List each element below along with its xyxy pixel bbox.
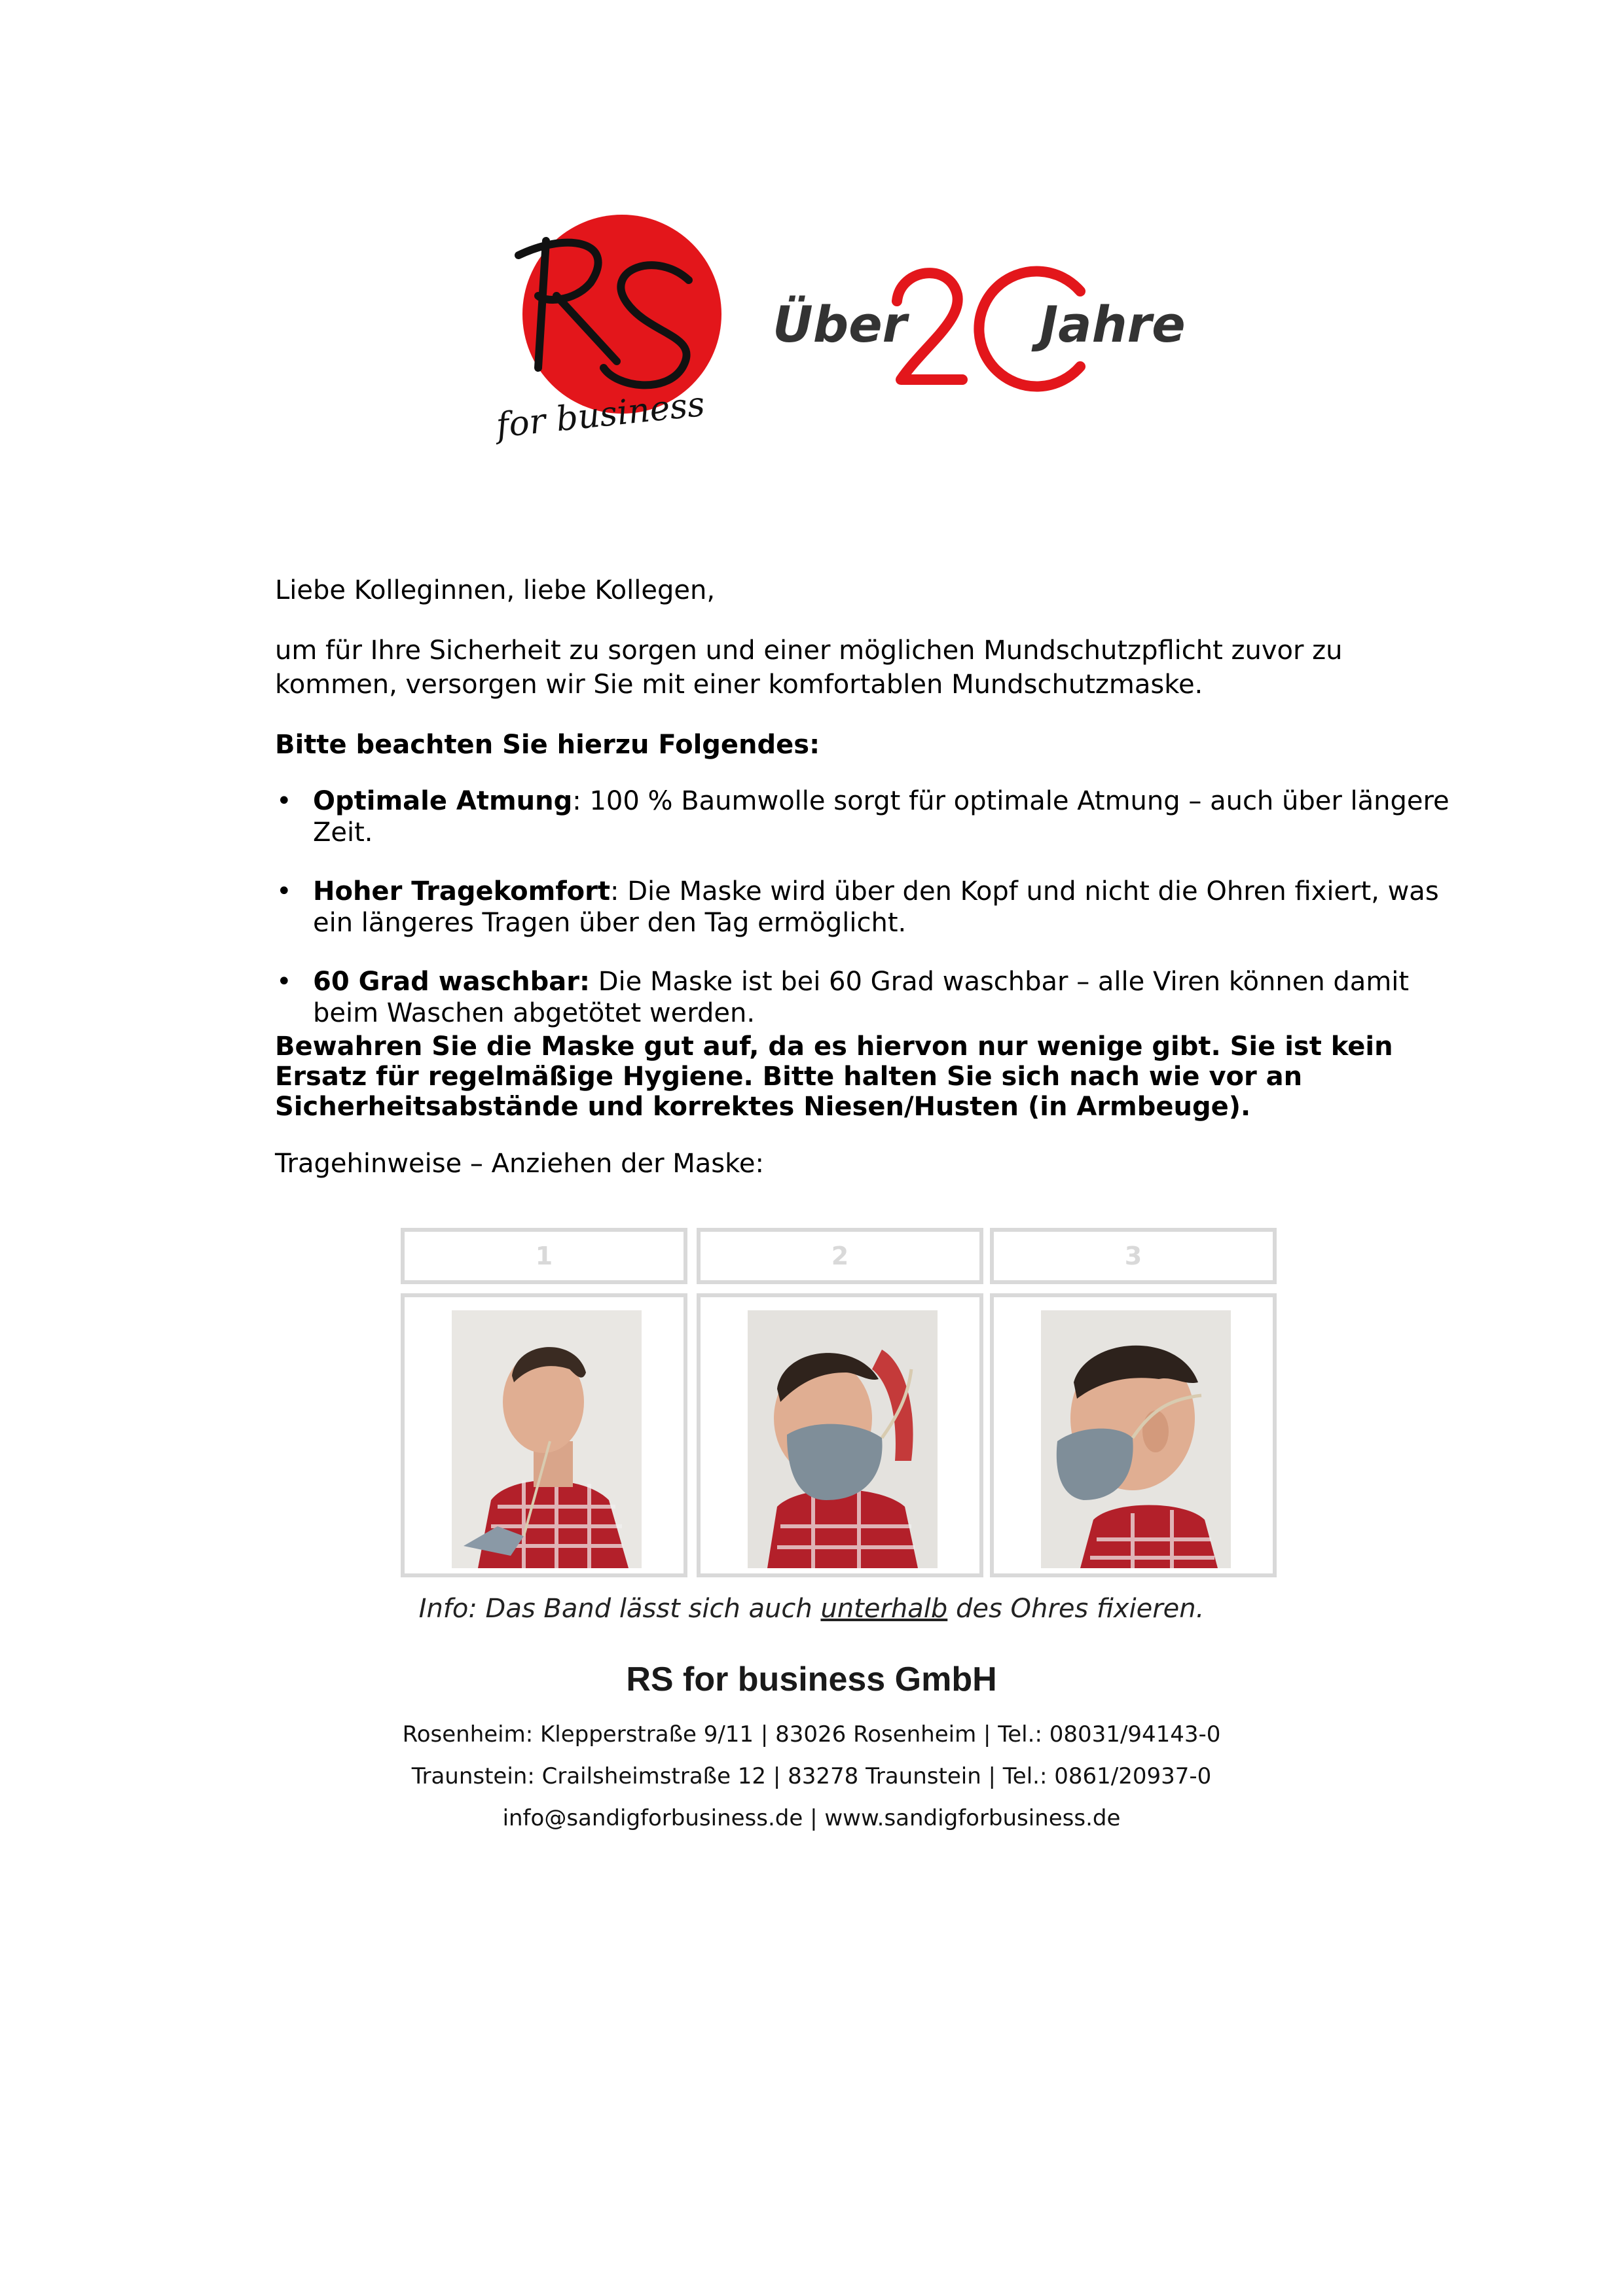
address-rosenheim: Rosenheim: Klepperstraße 9/11 | 83026 Rosenheim | Tel.: 08031/94143-0 bbox=[402, 1721, 1221, 1748]
warning-paragraph: Bewahren Sie die Maske gut auf, da es hiervon nur wenige gibt. Sie ist kein Ersatz für regelmäßige Hygiene. Bitte halten Sie sich nach wie vor an Sicherheitsabstände und korrektes Niesen/Husten (in Armbeuge). bbox=[275, 1031, 1393, 1122]
intro-paragraph: um für Ihre Sicherheit zu sorgen und einer möglichen Mundschutzpflicht zuvor zu kommen, versorgen wir Sie mit einer komfortablen Mundschutzmaske. bbox=[275, 636, 1343, 700]
caption-underlined-word: unterhalb bbox=[820, 1594, 948, 1624]
address-traunstein: Traunstein: Crailsheimstraße 12 | 83278 Traunstein | Tel.: 0861/20937-0 bbox=[411, 1763, 1212, 1789]
step-cell-2 bbox=[697, 1293, 983, 1577]
photo-caption bbox=[0, 1592, 1623, 1626]
list-item bbox=[275, 876, 1473, 939]
svg-text:Über: Über bbox=[773, 295, 907, 353]
bullet-icon: • bbox=[276, 967, 292, 997]
feature-list bbox=[275, 785, 1473, 1056]
anniversary-logo bbox=[773, 255, 1192, 393]
contact-line: info@sandigforbusiness.de | www.sandigforbusiness.de bbox=[502, 1805, 1121, 1831]
step-photo-2 bbox=[748, 1310, 938, 1568]
note-heading: Bitte beachten Sie hierzu Folgendes: bbox=[275, 730, 820, 760]
step-photo-3 bbox=[1041, 1310, 1231, 1568]
bullet-term: Optimale Atmung bbox=[313, 786, 573, 816]
step-number-3: 3 bbox=[990, 1228, 1277, 1284]
caption-text-before: Info: Das Band lässt sich auch bbox=[418, 1594, 821, 1624]
step-photo-1 bbox=[452, 1310, 642, 1568]
step-cell-3 bbox=[990, 1293, 1277, 1577]
greeting: Liebe Kolleginnen, liebe Kollegen, bbox=[275, 575, 716, 605]
list-item bbox=[275, 966, 1473, 1029]
list-item bbox=[275, 785, 1473, 848]
company-name: RS for business GmbH bbox=[626, 1660, 997, 1698]
caption-text-after: des Ohres fixieren. bbox=[947, 1594, 1205, 1624]
step-cell-1 bbox=[401, 1293, 687, 1577]
bullet-icon: • bbox=[276, 786, 292, 816]
bullet-text: Die Maske ist bei 60 Grad waschbar – alle Viren können damit beim Waschen abgetötet werden. bbox=[313, 967, 1410, 1028]
step-number-1: 1 bbox=[401, 1228, 687, 1284]
bullet-text: : Die Maske wird über den Kopf und nicht die Ohren fixiert, was ein längeres Tragen über den Tag ermöglicht. bbox=[313, 876, 1439, 938]
svg-text:Jahre: Jahre bbox=[1040, 295, 1186, 353]
rs-for-business-logo bbox=[492, 204, 728, 453]
svg-text:for business: for business bbox=[494, 384, 707, 446]
step-number-2: 2 bbox=[697, 1228, 983, 1284]
bullet-term: 60 Grad waschbar: bbox=[313, 967, 590, 997]
bullet-text: : 100 % Baumwolle sorgt für optimale Atmung – auch über längere Zeit. bbox=[313, 786, 1450, 848]
howto-heading: Tragehinweise – Anziehen der Maske: bbox=[275, 1149, 764, 1179]
bullet-term: Hoher Tragekomfort bbox=[313, 876, 611, 906]
bullet-icon: • bbox=[276, 876, 292, 906]
